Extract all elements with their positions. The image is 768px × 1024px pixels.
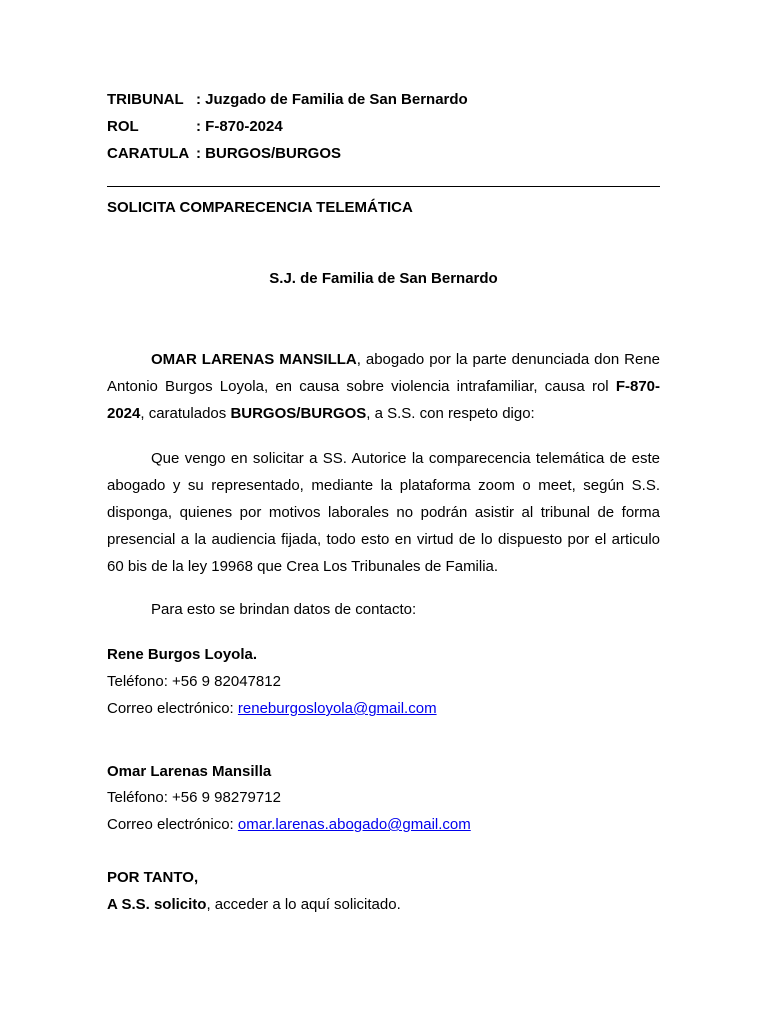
addressee: S.J. de Familia de San Bernardo	[269, 270, 498, 287]
contact-2-email-link[interactable]: omar.larenas.abogado@gmail.com	[237, 816, 471, 833]
contact-2-email-label: Correo electrónico:	[107, 816, 238, 833]
closing-request-rest: , acceder a lo aquí solicitado.	[206, 896, 401, 913]
intro-paragraph	[107, 346, 660, 427]
contact-intro: Para esto se brindan datos de contacto:	[151, 601, 417, 618]
contact-1-phone: Teléfono: +56 9 82047812	[107, 673, 281, 690]
tribunal-value: : Juzgado de Familia de San Bernardo	[196, 91, 468, 108]
contact-1-name: Rene Burgos Loyola.	[107, 646, 258, 663]
caratula-value: : BURGOS/BURGOS	[196, 145, 342, 162]
closing-request	[107, 895, 401, 915]
contact-2-email-line	[107, 815, 471, 835]
request-paragraph: Que vengo en solicitar a SS. Autorice la comparecencia telemática de este abogado y su representado, mediante la plataforma zoom o meet, según S.S. disponga, quienes por motivos laborales no podrán asistir al tribunal de forma presencial a la audiencia fijada, todo esto en virtud de lo dispuesto por el articulo 60 bis de la ley 19968 que Crea Los Tribunales de Familia.	[107, 450, 660, 575]
tribunal-label: TRIBUNAL	[107, 91, 184, 108]
intro-text-1: , abogado por la parte denunciada don Rene Antonio Burgos Loyola, en causa sobre violencia intrafamiliar, causa rol	[107, 351, 660, 395]
contact-1-email-label: Correo electrónico:	[107, 700, 238, 717]
contact-2-phone: Teléfono: +56 9 98279712	[107, 789, 281, 806]
intro-text-3: , a S.S. con respeto digo:	[366, 405, 535, 422]
caratula-line	[107, 144, 341, 164]
rol-value: : F-870-2024	[196, 118, 283, 135]
rol-label: ROL	[107, 118, 139, 135]
intro-text-2: , caratulados	[140, 405, 231, 422]
caratula-label: CARATULA	[107, 145, 190, 162]
contact-2-name: Omar Larenas Mansilla	[107, 763, 272, 780]
rol-line	[107, 117, 283, 137]
header-divider	[107, 186, 660, 187]
subject-line: SOLICITA COMPARECENCIA TELEMÁTICA	[107, 199, 413, 216]
lawyer-name: OMAR LARENAS MANSILLA	[151, 351, 357, 368]
contact-1-email-line	[107, 699, 437, 719]
closing-request-bold: A S.S. solicito	[107, 896, 207, 913]
tribunal-line	[107, 90, 468, 110]
por-tanto: POR TANTO,	[107, 869, 199, 886]
case-caratula: BURGOS/BURGOS	[230, 405, 367, 422]
case-rol: F-870-2024	[107, 378, 660, 422]
contact-1-email-link[interactable]: reneburgosloyola@gmail.com	[237, 700, 437, 717]
